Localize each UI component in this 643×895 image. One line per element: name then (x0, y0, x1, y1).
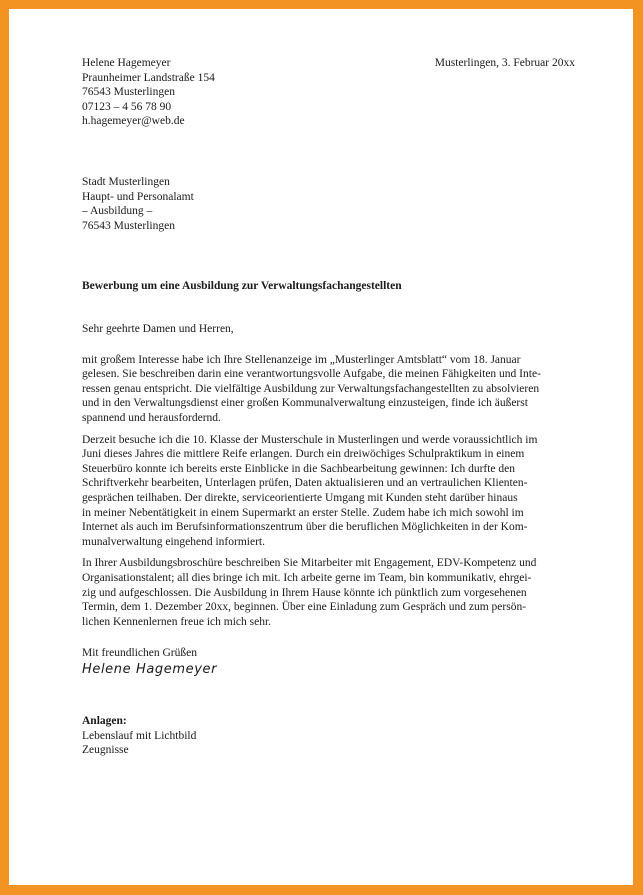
attachments (82, 714, 196, 758)
body-line: und in den Verwaltungsdienst einer großen Kommunalverwaltung einzusteigen, finde ich äußerst (82, 397, 528, 410)
attachment-item: Zeugnisse (82, 744, 129, 757)
sender-street: Praunheimer Landstraße 154 (82, 71, 215, 84)
attachments-label: Anlagen: (82, 715, 127, 727)
body-line: in meiner Nebentätigkeit in einem Supermarkt an erster Stelle. Zudem habe ich mich sowohl im (82, 506, 524, 519)
body-line: Organisationstalent; all dies bringe ich mit. Ich arbeite gerne im Team, bin kommunikativ, ehrgei- (82, 571, 532, 584)
body-line: zig und aufgeschlossen. Die Ausbildung in Ihrem Hause könnte ich pünktlich zum vorgesehenen (82, 586, 527, 599)
recipient-line: 76543 Musterlingen (82, 219, 175, 232)
body-line: lichen Kennenlernen freue ich mich sehr. (82, 615, 272, 628)
body-line: Termin, dem 1. Dezember 20xx, beginnen. Über eine Einladung zum Gespräch und zum persön- (82, 601, 527, 614)
closing: Mit freundlichen Grüßen (82, 647, 197, 659)
body-line: Schriftverkehr bearbeiten, Unterlagen prüfen, Daten aktualisieren und an vertraulichen Klienten- (82, 477, 528, 490)
recipient-line: – Ausbildung – (82, 205, 153, 218)
signature: Helene Hagemeyer (82, 662, 218, 677)
attachment-item: Lebenslauf mit Lichtbild (82, 729, 197, 742)
body-line: Steuerbüro konnte ich bereits erste Einblicke in die Sachbearbeitung gewinnen: Ich durfte den (82, 462, 516, 475)
body-line: gelesen. Sie beschreiben darin eine verantwortungsvolle Aufgabe, die meinen Fähigkeiten und Inte- (82, 368, 541, 381)
salutation: Sehr geehrte Damen und Herren, (82, 323, 234, 335)
body-line: ressen genau entspricht. Die vielfältige Ausbildung zur Verwaltungsfachangestellten zu absolvieren (82, 382, 540, 395)
body-line: gesprächen teilhaben. Der direkte, serviceorientierte Umgang mit Kunden steht darüber hinaus (82, 491, 518, 504)
sender-phone: 07123 – 4 56 78 90 (82, 100, 172, 113)
sender-city: 76543 Musterlingen (82, 86, 175, 99)
body-line: Internet als auch im Berufsinformationszentrum über die beruflichen Möglichkeiten in der Kom- (82, 521, 528, 534)
letter-body (82, 322, 587, 636)
body-line: spannend und herausfordernd. (82, 411, 221, 424)
recipient-address (82, 175, 194, 233)
sender-address (82, 56, 215, 129)
body-line: mit großem Interesse habe ich Ihre Stellenanzeige im „Musterlinger Amtsblatt“ vom 18. Januar (82, 353, 521, 366)
letter-date: Musterlingen, 3. Februar 20xx (434, 57, 575, 69)
body-line: In Ihrer Ausbildungsbroschüre beschreiben Sie Mitarbeiter mit Engagement, EDV-Kompetenz und (82, 557, 537, 570)
letter-page (9, 9, 633, 885)
subject-line: Bewerbung um eine Ausbildung zur Verwaltungsfachangestellten (82, 280, 402, 292)
recipient-line: Stadt Musterlingen (82, 176, 170, 188)
recipient-line: Haupt- und Personalamt (82, 190, 194, 203)
body-paragraph (82, 556, 587, 629)
sender-email: h.hagemeyer@web.de (82, 115, 185, 128)
body-line: Derzeit besuche ich die 10. Klasse der Musterschule in Musterlingen und werde voraussichtlich im (82, 433, 538, 446)
sender-name: Helene Hagemeyer (82, 57, 171, 69)
body-paragraph (82, 433, 587, 550)
body-paragraph (82, 353, 587, 426)
body-line: Juni dieses Jahres die mittlere Reife erlangen. Durch ein dreiwöchiges Schulpraktikum in einem (82, 448, 525, 461)
body-line: munalverwaltung eingehend informiert. (82, 535, 265, 548)
